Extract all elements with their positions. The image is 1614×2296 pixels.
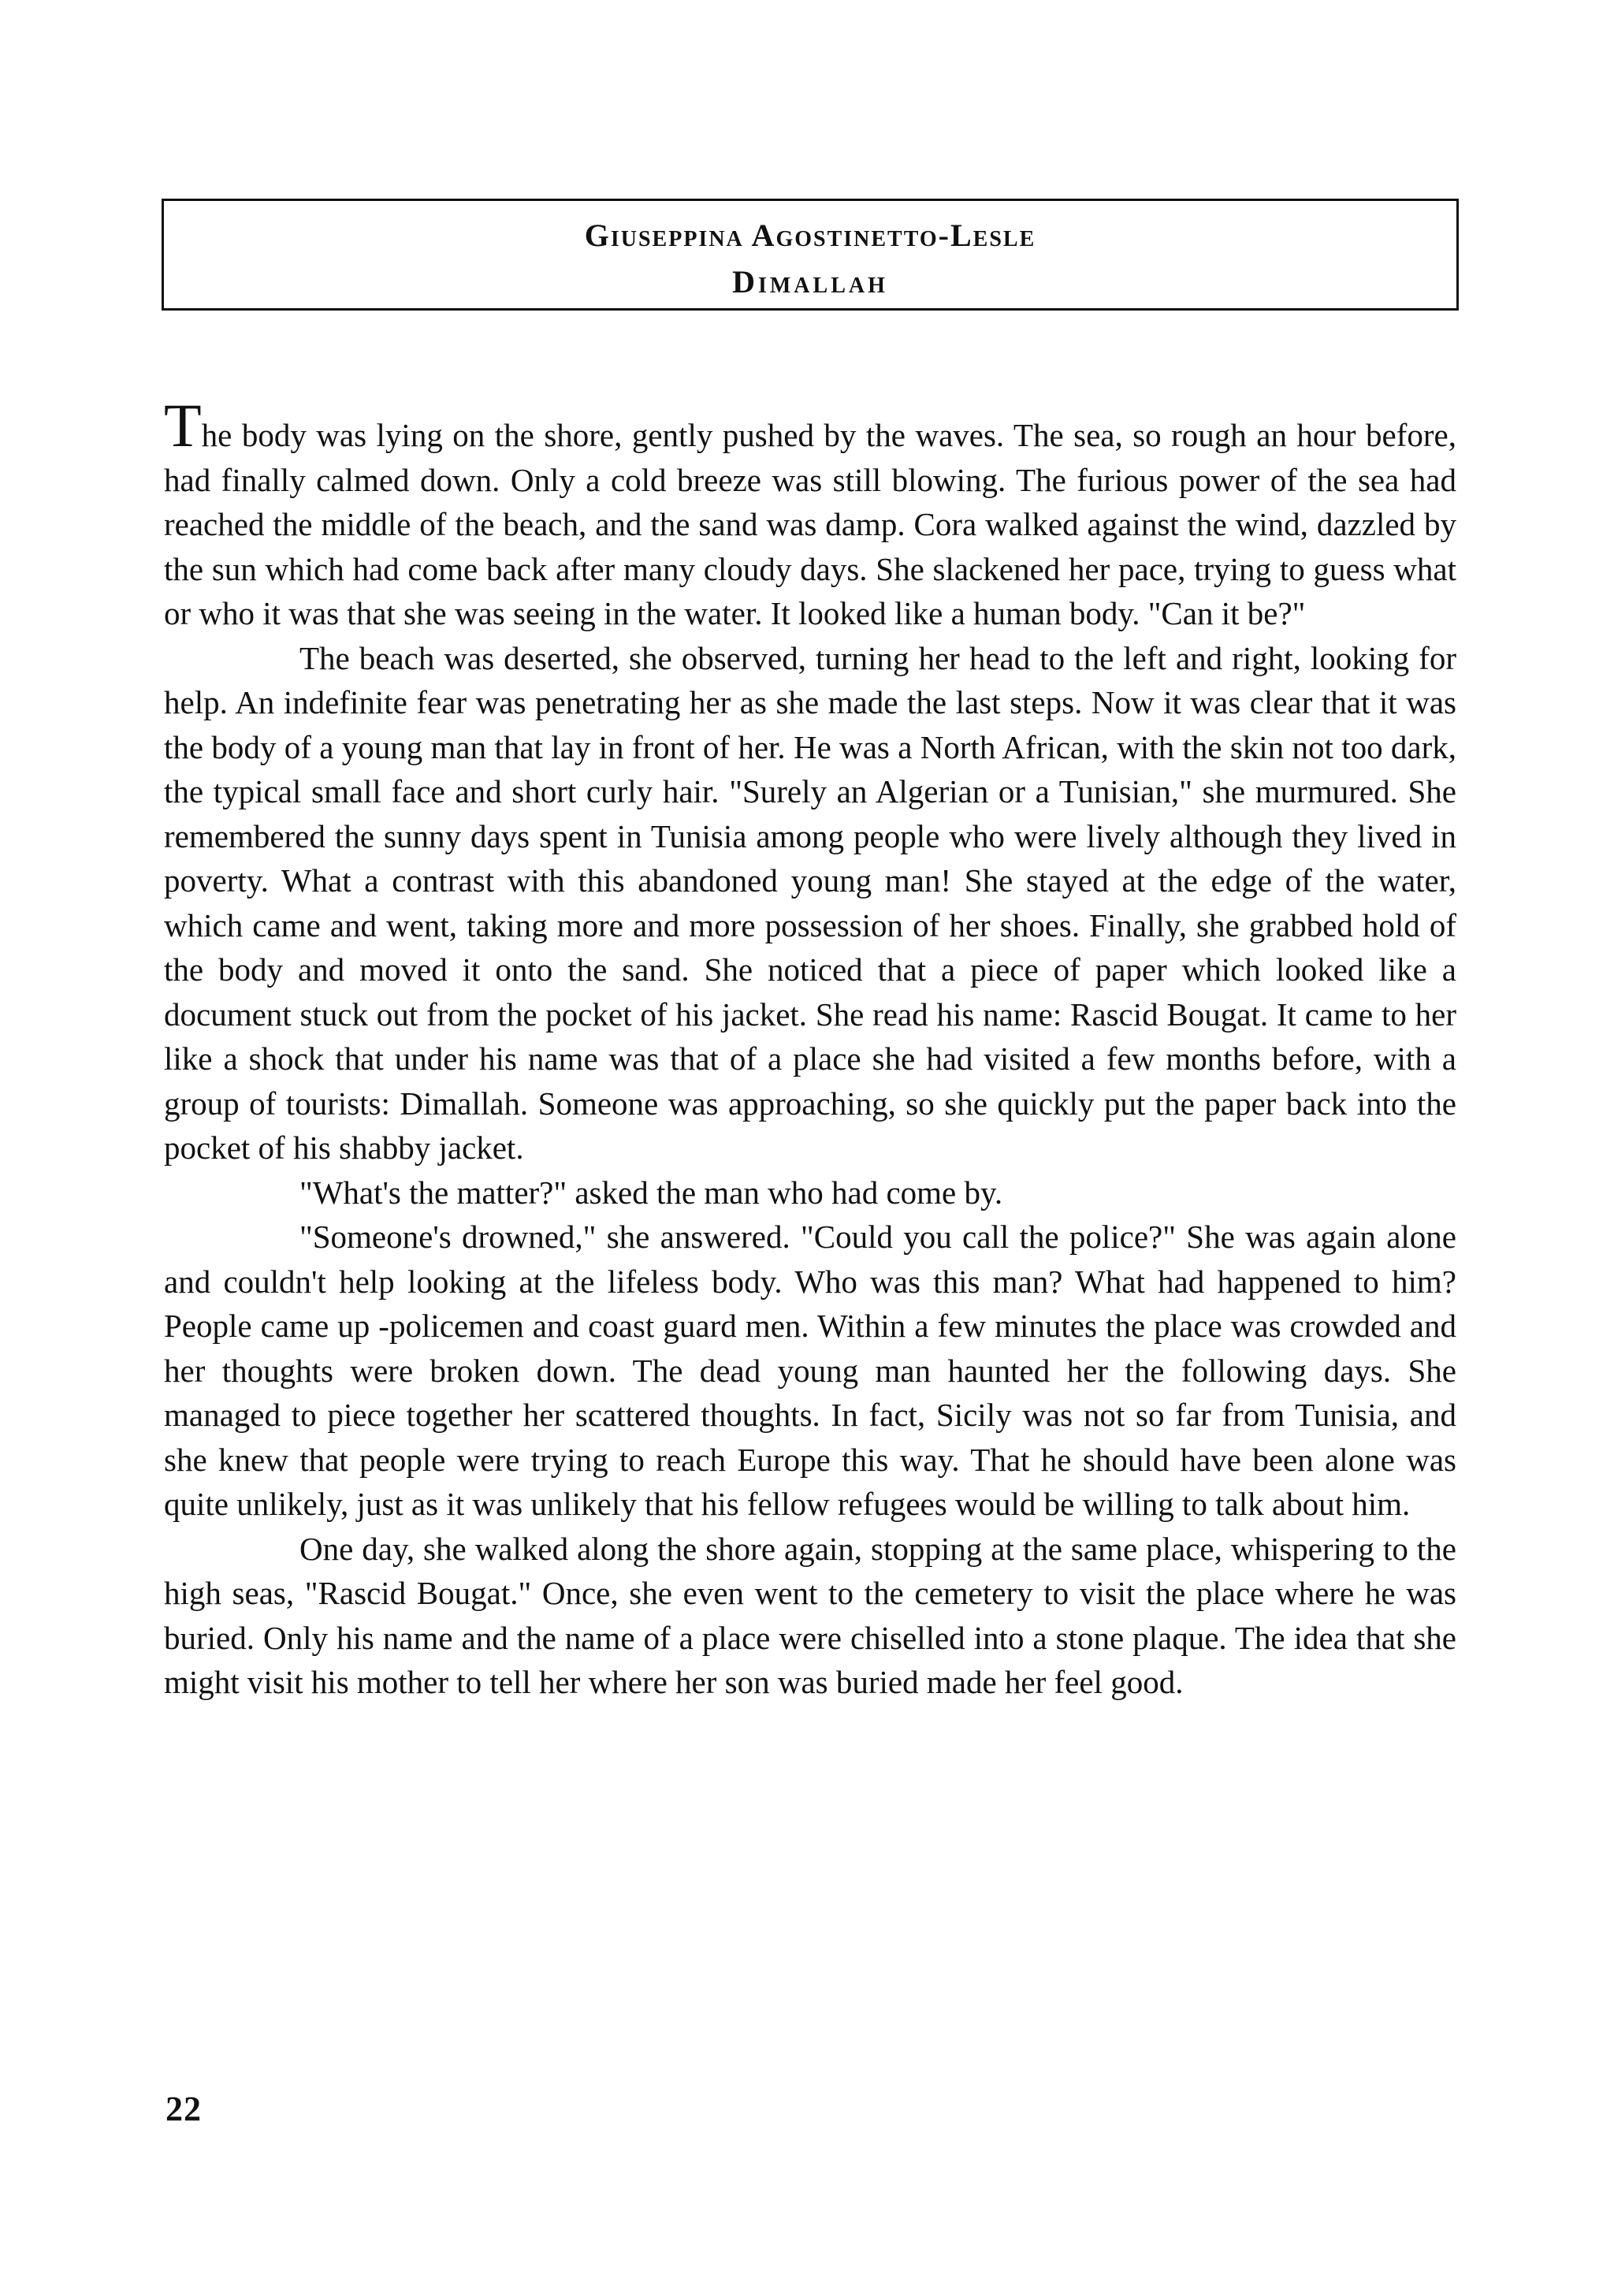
paragraph-5: One day, she walked along the shore again, stopping at the same place, whispering to the high seas, "Rascid Bougat." Once, she even went to the cemetery to visit the place where he was buried. Only his name and the name of a place were chiselled into a stone plaque. The idea that she might visit his mother to tell her where her son was buried made her feel good. bbox=[164, 1530, 1456, 1700]
author-name: Giuseppina Agostinetto-Lesle bbox=[584, 218, 1036, 253]
story-title: Dimallah bbox=[732, 264, 888, 300]
story-header-box bbox=[162, 199, 1459, 311]
page-number: 22 bbox=[165, 2089, 202, 2128]
story-body bbox=[164, 391, 1456, 1705]
paragraph-1 bbox=[164, 391, 1456, 636]
drop-initial: T bbox=[164, 391, 202, 460]
paragraph-1-text: he body was lying on the shore, gently pushed by the waves. The sea, so rough an hour before, had finally calmed down. Only a cold breeze was still blowing. The furious power of the sea had reached the middle of the beach, and the sand was damp. Cora walked against the wind, dazzled by the sun which had come back after many cloudy days. She slackened her pace, trying to guess what or who it was that she was seeing in the water. It looked like a human body. "Can it be?" bbox=[164, 417, 1456, 631]
paragraph-2: The beach was deserted, she observed, turning her head to the left and right, looking for help. An indefinite fear was penetrating her as she made the last steps. Now it was clear that it was the body of a young man that lay in front of her. He was a North African, with the skin not too dark, the typical small face and short curly hair. "Surely an Algerian or a Tunisian," she murmured. She remembered the sunny days spent in Tunisia among people who were lively although they lived in poverty. What a contrast with this abandoned young man! She stayed at the edge of the water, which came and went, taking more and more possession of her shoes. Finally, she grabbed hold of the body and moved it onto the sand. She noticed that a piece of paper which looked like a document stuck out from the pocket of his jacket. She read his name: Rascid Bougat. It came to her like a shock that under his name was that of a place she had visited a few months before, with a group of tourists: Dimallah. Someone was approaching, so she quickly put the paper back into the pocket of his shabby jacket. bbox=[164, 639, 1456, 1166]
paragraph-4: "Someone's drowned," she answered. "Could you call the police?" She was again alone and couldn't help looking at the lifeless body. Who was this man? What had happened to him? People came up -policemen and coast guard men. Within a few minutes the place was crowded and her thoughts were broken down. The dead young man haunted her the following days. She managed to piece together her scattered thoughts. In fact, Sicily was not so far from Tunisia, and she knew that people were trying to reach Europe this way. That he should have been alone was quite unlikely, just as it was unlikely that his fellow refugees would be willing to talk about him. bbox=[164, 1219, 1456, 1522]
paragraph-3: "What's the matter?" asked the man who had come by. bbox=[299, 1174, 1003, 1211]
